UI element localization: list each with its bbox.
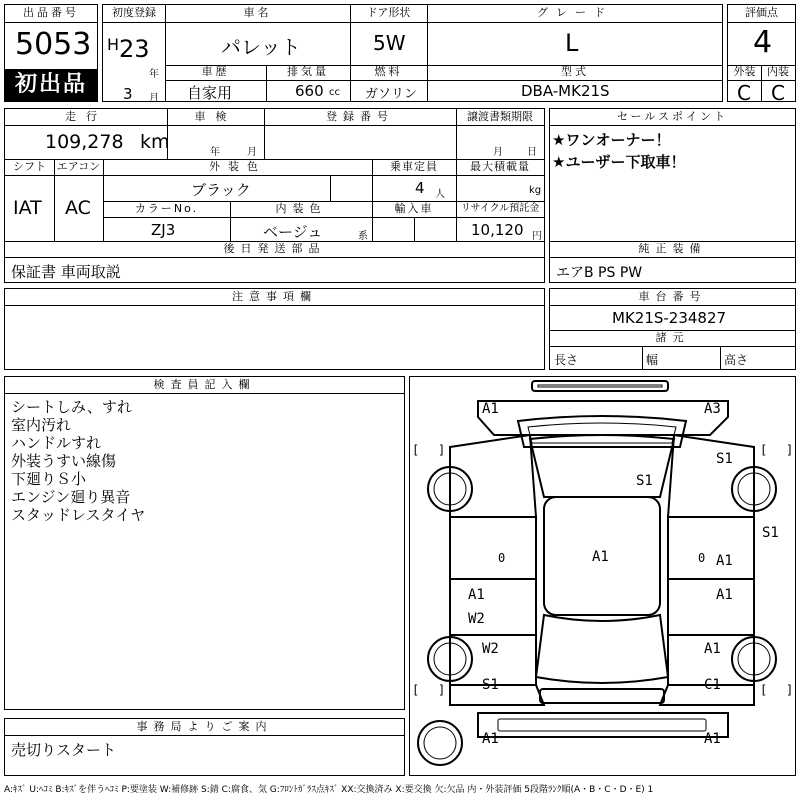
height-label: 高さ: [724, 353, 749, 367]
mark-s1-left-rear: S1: [482, 677, 499, 693]
displacement: 660: [295, 82, 324, 100]
score: 4: [753, 25, 773, 60]
reg-no-label: 登録番号: [326, 110, 394, 123]
car-outline: [410, 377, 795, 775]
inspection-month-unit: 月: [247, 147, 257, 158]
mark-o-right: 0: [698, 551, 706, 565]
ext-color: ブラック: [191, 181, 251, 199]
office-box: [4, 718, 405, 776]
inspector-label: 検査員記入欄: [153, 378, 256, 391]
mark-a1-right-rear-door: A1: [716, 587, 733, 603]
history: 自家用: [187, 84, 233, 102]
int-color-label: 内装色: [275, 202, 327, 215]
car-name-label: 車名: [243, 6, 272, 19]
mark-s1-front-right: S1: [716, 451, 733, 467]
mark-a1-right-front-door: A1: [716, 553, 733, 569]
inspector-line-6: エンジン廻り異音: [11, 488, 131, 506]
inspector-line-1: シートしみ、すれ: [11, 398, 132, 416]
reg-year-unit: 年: [149, 69, 159, 80]
width-label: 幅: [646, 353, 659, 367]
details-box: [4, 108, 545, 283]
sales-point-1: ★ワンオーナー！: [552, 131, 671, 149]
mark-a1-rear-left: A1: [482, 731, 499, 747]
inspector-line-5: 下廻りＳ小: [11, 470, 87, 488]
transfer-label: 譲渡書類期限: [467, 110, 533, 123]
ext-color-label: 外装色: [209, 160, 266, 173]
inspector-line-2: 室内汚れ: [11, 416, 72, 434]
equipment: エアB PS PW: [556, 265, 643, 281]
mileage: 109,278: [45, 131, 124, 153]
first-listing-text: 初出品: [14, 72, 87, 97]
shift: IAT: [13, 197, 42, 219]
int-color: ベージュ: [263, 223, 323, 241]
sales-label: セールスポイント: [616, 110, 728, 123]
recycle-label: リサイクル預託金: [460, 203, 540, 214]
mark-w2-left-door: W2: [468, 611, 485, 627]
fuel: ガソリン: [365, 87, 418, 102]
legend: A:ｷｽﾞ U:ﾍｺﾐ B:ｷｽﾞを伴うﾍｺﾐ P:要塗装 W:補修跡 S:錆 C:腐食、気 G:ﾌﾛﾝﾄｶﾞﾗｽ点ｷｽﾞ XX:交換済み X:要交換 欠:欠品 内・外装評価 5段階ﾗﾝｸ順(A・B・C・D・E) 1: [4, 785, 654, 795]
mark-a3-front-right: A3: [704, 401, 721, 417]
car-diagram: [ ] [ ] [ ] [ ] A1 A3 S1 S1 S1 A1 0 0 A1 A1 A1 W2 W2 A1 S1 C1 A1 A1: [409, 376, 796, 776]
inspector-line-4: 外装うすい線傷: [11, 452, 117, 470]
equipment-label: 純正装備: [638, 242, 707, 255]
reg-era: H: [107, 35, 120, 54]
interior-label: 内装: [767, 65, 789, 78]
grade: L: [565, 29, 579, 57]
lot-number-box: [4, 4, 98, 102]
mark-s1-right-edge: S1: [762, 525, 779, 541]
inspector-box: [4, 376, 405, 710]
chassis-label: 車台番号: [638, 290, 707, 303]
sales-box: [549, 108, 796, 283]
fuel-label: 燃料: [374, 65, 403, 78]
capacity-label: 乗車定員: [390, 160, 438, 173]
reg-month-unit: 月: [149, 93, 159, 104]
grade-label: グレード: [537, 6, 613, 19]
notes-box: [4, 288, 545, 370]
reg-year: 23: [119, 35, 150, 63]
lot-number-label: 出品番号: [23, 6, 79, 19]
mark-a1-front-left: A1: [482, 401, 499, 417]
mark-w2-left-rear: W2: [482, 641, 499, 657]
ac: AC: [65, 197, 91, 219]
score-box: [727, 4, 796, 105]
office-note: 売切りスタート: [11, 741, 117, 759]
capacity: 4: [415, 179, 425, 197]
door: 5W: [373, 31, 406, 55]
car-name: パレット: [221, 35, 301, 59]
interior-score: C: [771, 81, 785, 105]
inspection-year-unit: 年: [210, 147, 220, 158]
shift-label: シフト: [13, 160, 46, 173]
load-unit: kg: [529, 185, 542, 196]
inspector-line-7: スタッドレスタイヤ: [11, 506, 146, 524]
transfer-month-unit: 月: [493, 147, 503, 158]
exterior-label: 外装: [733, 65, 756, 78]
displacement-unit: cc: [329, 87, 340, 98]
load-label: 最大積載量: [470, 160, 530, 173]
sales-point-2: ★ユーザー下取車！: [552, 153, 686, 171]
later-parts: 保証書 車両取説: [11, 263, 121, 281]
score-label: 評価点: [745, 6, 778, 19]
inspection-label: 車検: [194, 110, 237, 123]
chassis-number: MK21S-234827: [612, 309, 727, 327]
office-label: 事務局よりご案内: [136, 720, 273, 733]
length-label: 長さ: [554, 353, 579, 367]
model-label: 型式: [561, 65, 589, 78]
reg-month: 3: [123, 85, 133, 103]
mark-a1-right-rear: A1: [704, 641, 721, 657]
reg-label: 初度登録: [112, 6, 156, 19]
mark-a1-roof: A1: [592, 549, 609, 565]
first-listing-badge: [5, 69, 97, 101]
mark-c1-right-rear: C1: [704, 677, 721, 693]
door-label: ドア形状: [366, 6, 411, 19]
recycle: 10,120: [471, 221, 524, 239]
chassis-box: [549, 288, 796, 370]
model: DBA-MK21S: [521, 82, 610, 100]
mark-o-left: 0: [498, 551, 506, 565]
notes-label: 注意事項欄: [232, 290, 317, 303]
lot-number: 5053: [15, 27, 92, 62]
mileage-label: 走行: [65, 110, 107, 123]
dims-label: 諸元: [655, 331, 690, 344]
mark-a1-rear-right: A1: [704, 731, 721, 747]
color-no: ZJ3: [151, 221, 176, 239]
inspector-line-3: ハンドルすれ: [11, 434, 102, 452]
recycle-unit: 円: [532, 231, 542, 242]
exterior-score: C: [737, 81, 751, 105]
mark-s1-hood: S1: [636, 473, 653, 489]
ac-label: エアコン: [56, 160, 101, 173]
later-parts-label: 後日発送部品: [223, 242, 326, 255]
transfer-day-unit: 日: [527, 147, 537, 158]
int-color-unit: 系: [358, 231, 368, 242]
header-main: [102, 4, 723, 102]
import-label: 輸入車: [394, 202, 434, 215]
mileage-unit: km: [140, 131, 170, 153]
mark-a1-left-front-door: A1: [468, 587, 485, 603]
color-no-label: カラーNo.: [134, 202, 199, 215]
history-label: 車歴: [201, 65, 230, 78]
displacement-label: 排気量: [287, 65, 329, 78]
capacity-unit: 人: [435, 189, 445, 200]
